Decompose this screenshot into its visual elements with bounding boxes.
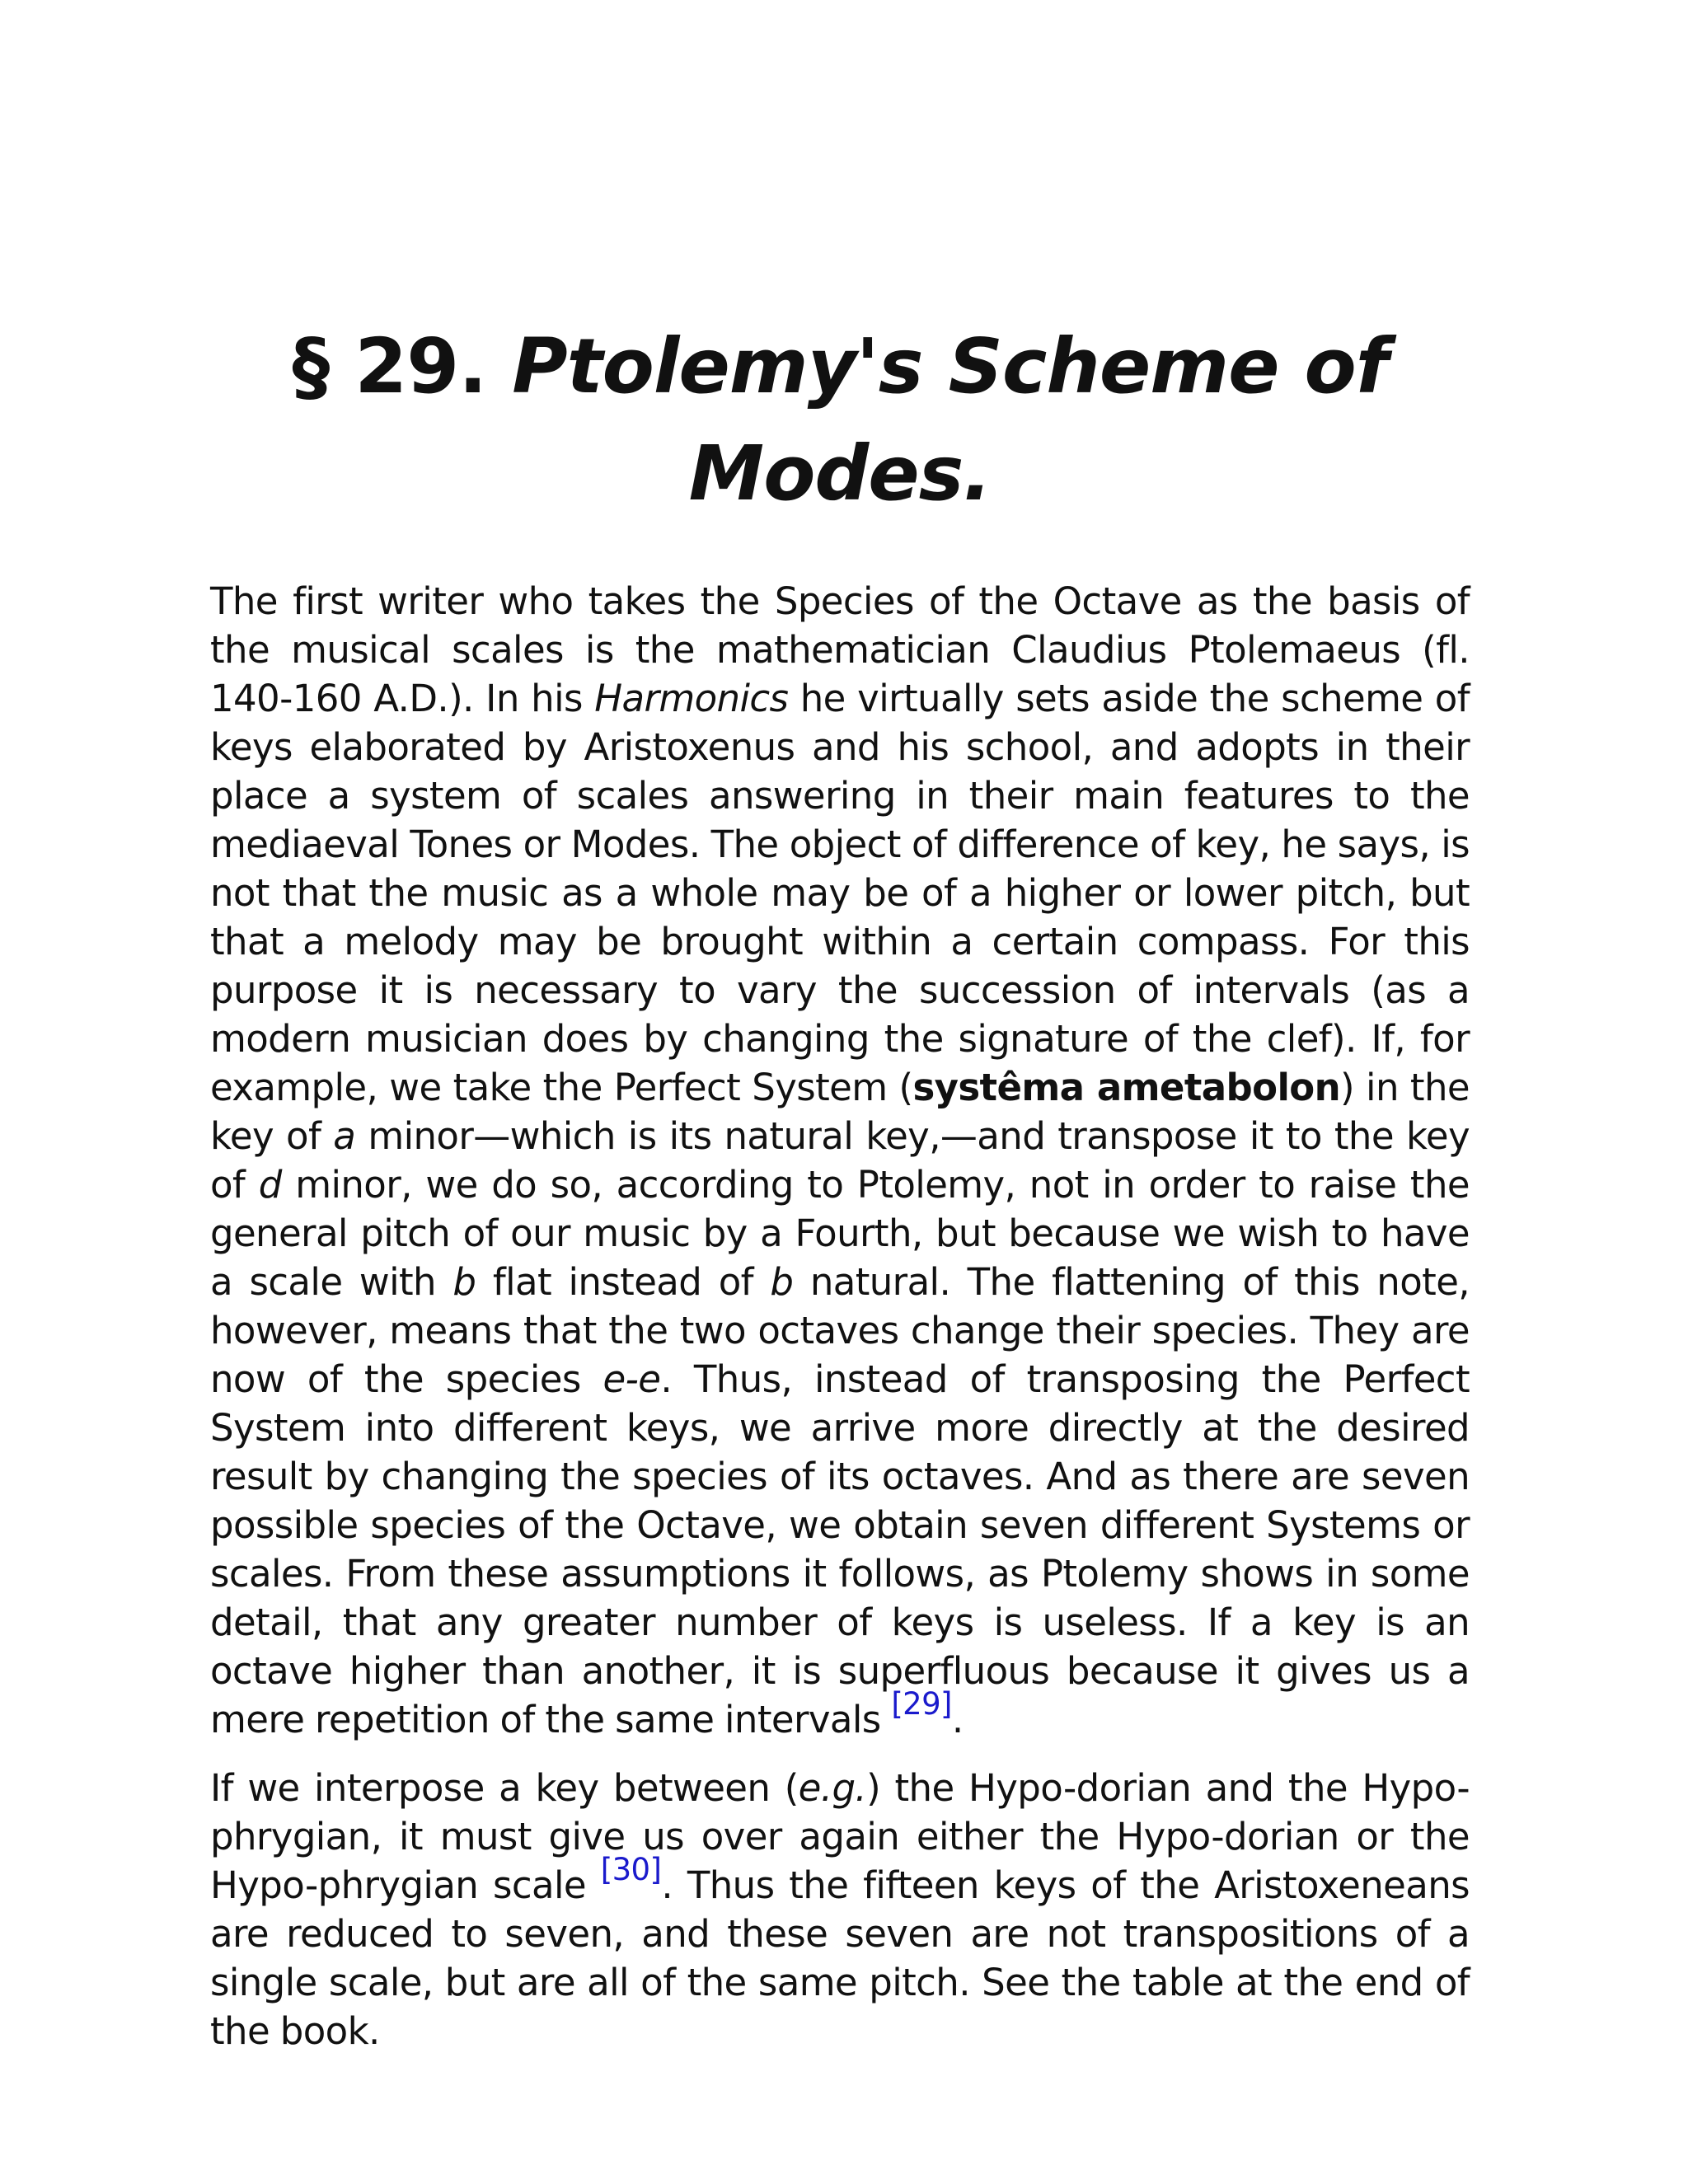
text-run: . xyxy=(951,1698,964,1741)
text-run: natural. The flattening of this note, however, means that the two octaves change their species. They are now of the species xyxy=(210,1260,1470,1401)
document-page xyxy=(210,313,1470,2075)
text-run: minor, we do so, according to Ptolemy, not in order to raise the general pitch of our music by a Fourth, but because we wish to have a scale with xyxy=(210,1163,1470,1304)
section-title: Ptolemy's Scheme of Modes. xyxy=(512,322,1388,518)
footnote-link-30[interactable]: [30] xyxy=(600,1851,662,1887)
italic-run: d xyxy=(258,1163,282,1207)
text-run: flat instead of xyxy=(476,1260,771,1304)
italic-run: a xyxy=(333,1114,356,1158)
text-run: minor—which is its natural key,—and transpose it to the key of xyxy=(210,1114,1470,1207)
italic-run: Harmonics xyxy=(594,677,789,720)
text-run: ) the Hypo-dorian and the Hypo-phrygian, it must give us over again either the Hypo-dorian or the Hypo-phrygian scale xyxy=(210,1766,1470,1907)
bold-term: systêma ametabolon xyxy=(912,1066,1341,1109)
italic-run: e.g. xyxy=(798,1766,867,1810)
text-run: ) in the key of xyxy=(210,1066,1470,1158)
section-heading xyxy=(210,313,1470,527)
text-run: . Thus the fifteen keys of the Aristoxeneans are reduced to seven, and these seven are not transpositions of a single scale, but are all of the same pitch. See the table at the end of the book. xyxy=(210,1863,1470,2053)
footnote-link-29[interactable]: [29] xyxy=(891,1685,952,1722)
text-run: . Thus, instead of transposing the Perfect System into different keys, we arrive more directly at the desired result by changing the species of its octaves. And as there are seven possible species of the Octave, we obtain seven different Systems or scales. From these assumptions it follows, as Ptolemy shows in some detail, that any greater number of keys is useless. If a key is an octave higher than another, it is superfluous because it gives us a mere repetition of the same intervals xyxy=(210,1357,1470,1741)
italic-run: b xyxy=(770,1260,794,1304)
paragraph-2 xyxy=(210,1764,1470,2055)
section-number: § 29. xyxy=(292,322,487,410)
paragraph-1 xyxy=(210,577,1470,1744)
text-run: If we interpose a key between ( xyxy=(210,1766,799,1810)
italic-run: b xyxy=(452,1260,476,1304)
italic-run: e-e xyxy=(603,1357,661,1401)
text-run: The first writer who takes the Species of the Octave as the basis of the musical scales is the mathematician Claudius Ptolemaeus (fl. 140-160 A.D.). In his xyxy=(210,579,1470,720)
text-run: he virtually sets aside the scheme of keys elaborated by Aristoxenus and his school, and adopts in their place a system of scales answering in their main features to the mediaeval Tones or Modes. The object of difference of key, he says, is not that the music as a whole may be of a higher or lower pitch, but that a melody may be brought within a certain compass. For this purpose it is necessary to vary the succession of intervals (as a modern musician does by changing the signature of the clef). If, for example, we take the Perfect System ( xyxy=(210,677,1470,1109)
